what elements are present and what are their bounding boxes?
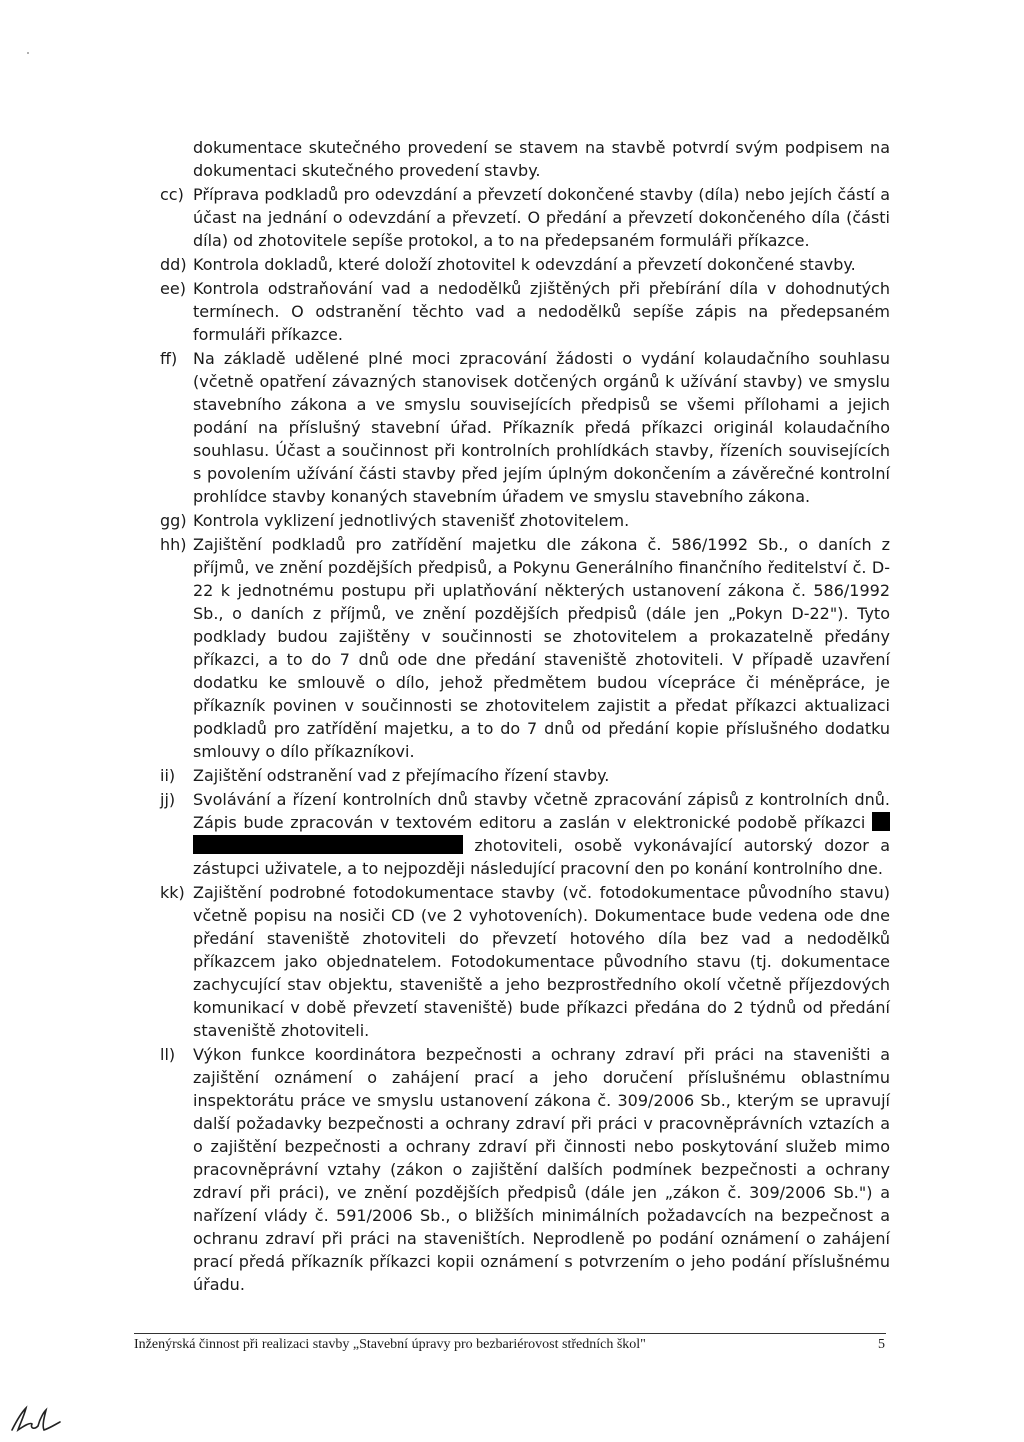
list-item-label: jj) bbox=[160, 790, 176, 809]
redaction-bar bbox=[872, 812, 890, 831]
list-item-gg bbox=[160, 509, 890, 532]
list-item-text: Kontrola vyklizení jednotlivých stavenišť zhotovitelem. bbox=[193, 511, 630, 530]
list-item-label: hh) bbox=[160, 535, 187, 554]
list-item-text: Na základě udělené plné moci zpracování žádosti o vydání kolaudačního souhlasu (včetně opatření závazných stanovisek dotčených orgánů k užívání stavby) ve smyslu stavebního zákona a ve smyslu souvisejících předpisů se všemi přílohami a jejich podání na příslušný stavební úřad. Příkazník předá příkazci originál kolaudačního souhlasu. Účast a součinnost při kontrolních prohlídkách stavby, řízeních souvisejících s povolením užívání části stavby před jejím úplným dokončením a závěrečné kontrolní prohlídce stavby konaných stavebním úřadem ve smyslu stavebního zákona. bbox=[193, 349, 890, 506]
list-item-kk bbox=[160, 881, 890, 1042]
page-number: 5 bbox=[878, 1337, 885, 1352]
list-item-label: ee) bbox=[160, 279, 186, 298]
list-item-text: Příprava podkladů pro odevzdání a převzetí dokončené stavby (díla) nebo jejích částí a účast na jednání o odevzdání a převzetí. O předání a převzetí dokončeného díla (části díla) od zhotovitele sepíše protokol, a to na předepsaném formuláři příkazce. bbox=[193, 185, 890, 250]
list-item-text bbox=[193, 788, 890, 880]
list-item-text: Výkon funkce koordinátora bezpečnosti a ochrany zdraví při práci na staveništi a zajištění oznámení o zahájení prací a jeho doručení příslušnému oblastnímu inspektorátu práce ve smyslu ustanovení zákona č. 309/2006 Sb., kterým se upravují další požadavky bezpečnosti a ochrany zdraví při práci v pracovněprávních vztazích a o zajištění bezpečnosti a ochrany zdraví při činnosti nebo poskytování služeb mimo pracovněprávní vztahy (zákon o zajištění dalších podmínek bezpečnosti a ochrany zdraví při práci), ve znění pozdějších předpisů (dále jen „zákon č. 309/2006 Sb.") a nařízení vlády č. 591/2006 Sb., o bližších minimálních požadavcích na bezpečnost a ochranu zdraví při práci na staveništích. Neprodleně po podání oznámení o zahájení prací předá příkazník příkazci kopii oznámení s potvrzením o jeho podání příslušnému úřadu. bbox=[193, 1045, 890, 1294]
list-item-label: ff) bbox=[160, 349, 178, 368]
list-item-label: cc) bbox=[160, 185, 184, 204]
list-item-text: Zajištění odstranění vad z přejímacího řízení stavby. bbox=[193, 766, 610, 785]
list-item-dd bbox=[160, 253, 890, 276]
list-item-text: Zajištění podkladů pro zatřídění majetku dle zákona č. 586/1992 Sb., o daních z příjmů, ve znění pozdějších předpisů, a Pokynu Generálního finančního ředitelství č. D-22 k jednotnému postupu při uplatňování některých ustanovení zákona č. 586/1992 Sb., o daních z příjmů, ve znění pozdějších předpisů (dále jen „Pokyn D-22"). Tyto podklady budou zajištěny v součinnosti se zhotovitelem a prokazatelně předány příkazci, a to do 7 dnů ode dne předání staveniště zhotoviteli. V případě uzavření dodatku ke smlouvě o dílo, jehož předmětem budou vícepráce či méněpráce, je příkazník povinen v součinnosti se zhotovitelem zajistit a předat příkazci aktualizaci podkladů pro zatřídění majetku, a to do 7 dnů od předání kopie příslušného dodatku smlouvy o dílo příkazníkovi. bbox=[193, 535, 890, 761]
list-item-text: Zajištění podrobné fotodokumentace stavby (vč. fotodokumentace původního stavu) včetně popisu na nosiči CD (ve 2 vyhotoveních). Dokumentace bude vedena ode dne předání staveniště zhotoviteli do převzetí hotového díla bez vad a nedodělků příkazcem jako objednatelem. Fotodokumentace původního stavu (tj. dokumentace zachycující stav objektu, staveniště a jeho bezprostředního okolí včetně příjezdových komunikací v době převzetí staveniště) bude příkazci předána do 2 týdnů od předání staveniště zhotoviteli. bbox=[193, 883, 890, 1040]
list-item-label: kk) bbox=[160, 883, 185, 902]
list-item-label: dd) bbox=[160, 255, 187, 274]
list-item-label: ll) bbox=[160, 1045, 176, 1064]
list-item-jj bbox=[160, 788, 890, 880]
list-item-text: Kontrola dokladů, které doloží zhotovitel k odevzdání a převzetí dokončené stavby. bbox=[193, 255, 856, 274]
list-item-text-after: zhotoviteli, osobě vykonávající autorský dozor a zástupci uživatele, a to nejpozději následující pracovní den po konání kontrolního dne. bbox=[193, 836, 890, 878]
list-item-ee bbox=[160, 277, 890, 346]
document-body bbox=[160, 136, 890, 1296]
redaction-bar bbox=[193, 835, 463, 854]
list-item-cc bbox=[160, 183, 890, 252]
list-item-text: Kontrola odstraňování vad a nedodělků zjištěných při přebírání díla v dohodnutých termínech. O odstranění těchto vad a nedodělků sepíše zápis na předepsaném formuláři příkazce. bbox=[193, 279, 890, 344]
list-item-ii bbox=[160, 764, 890, 787]
list-item-text-before: Svolávání a řízení kontrolních dnů stavby včetně zpracování zápisů z kontrolních dnů. Zápis bude zpracován v textovém editoru a zaslán v elektronické podobě příkazci bbox=[193, 790, 890, 832]
list-item-label: ii) bbox=[160, 766, 176, 785]
list-item-ll bbox=[160, 1043, 890, 1296]
scan-speck bbox=[27, 52, 29, 54]
list-item-label: gg) bbox=[160, 511, 187, 530]
footer-divider bbox=[134, 1333, 886, 1334]
signature-initials bbox=[6, 1402, 66, 1436]
list-item-hh bbox=[160, 533, 890, 763]
continuation-paragraph: dokumentace skutečného provedení se stavem na stavbě potvrdí svým podpisem na dokumentaci skutečného provedení stavby. bbox=[193, 138, 890, 180]
footer-title: Inženýrská činnost při realizaci stavby „Stavební úpravy pro bezbariérovost středních škol" bbox=[134, 1337, 646, 1352]
list-item-ff bbox=[160, 347, 890, 508]
